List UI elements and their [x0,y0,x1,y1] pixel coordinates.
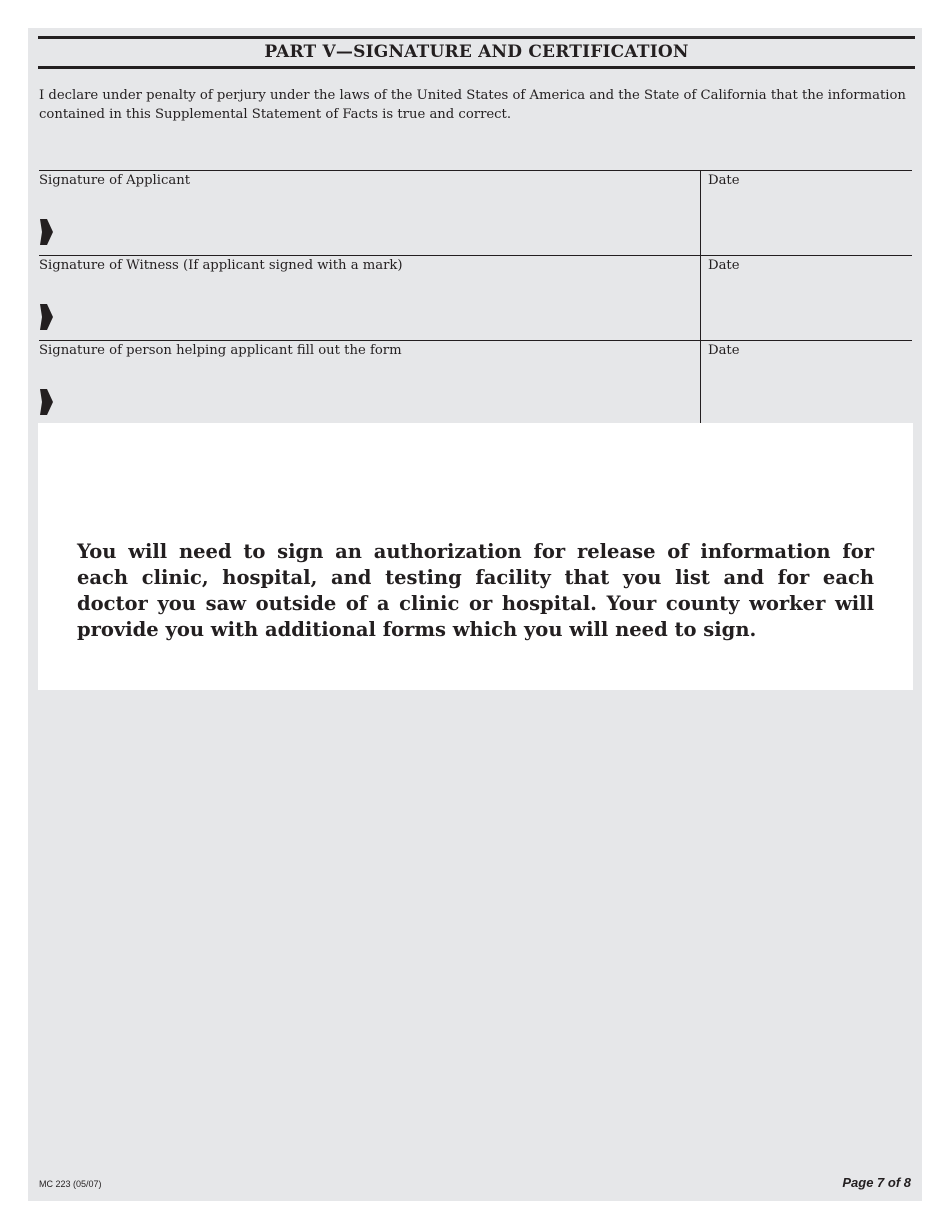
witness-signature-field[interactable] [39,256,700,340]
sign-here-arrow-icon [39,303,53,331]
helper-signature-label: Signature of person helping applicant fill out the form [39,343,402,358]
header-rule-bottom [38,66,915,69]
date-label: Date [708,343,740,358]
helper-date-field[interactable] [700,341,913,425]
applicant-signature-field[interactable] [39,171,700,255]
helper-signature-field[interactable] [39,341,700,425]
authorization-notice: You will need to sign an authorization for release of information for each clinic, hospital, and testing facility that you list and for each doctor you saw outside of a clinic or hospital. Your county worker will provide you with additional forms which you will need to sign. [77,540,874,641]
perjury-declaration: I declare under penalty of perjury under the laws of the United States of America and the State of California that the information contained in this Supplemental Statement of Facts is true and correct. [39,88,906,122]
notice-panel [38,423,913,690]
applicant-date-field[interactable] [700,171,913,255]
witness-date-field[interactable] [700,256,913,340]
date-label: Date [708,258,740,273]
sign-here-arrow-icon [39,388,53,416]
signature-row-helper [39,340,912,426]
applicant-signature-label: Signature of Applicant [39,173,191,188]
signature-table [39,170,912,426]
signature-row-witness [39,255,912,340]
sign-here-arrow-icon [39,218,53,246]
header-rule-top [38,36,915,39]
section-title: PART V—SIGNATURE AND CERTIFICATION [264,42,689,62]
form-id: MC 223 (05/07) [39,1179,102,1189]
signature-row-applicant [39,170,912,255]
date-label: Date [708,173,740,188]
witness-signature-label: Signature of Witness (If applicant signed with a mark) [39,258,403,273]
page-number: Page 7 of 8 [842,1175,911,1190]
